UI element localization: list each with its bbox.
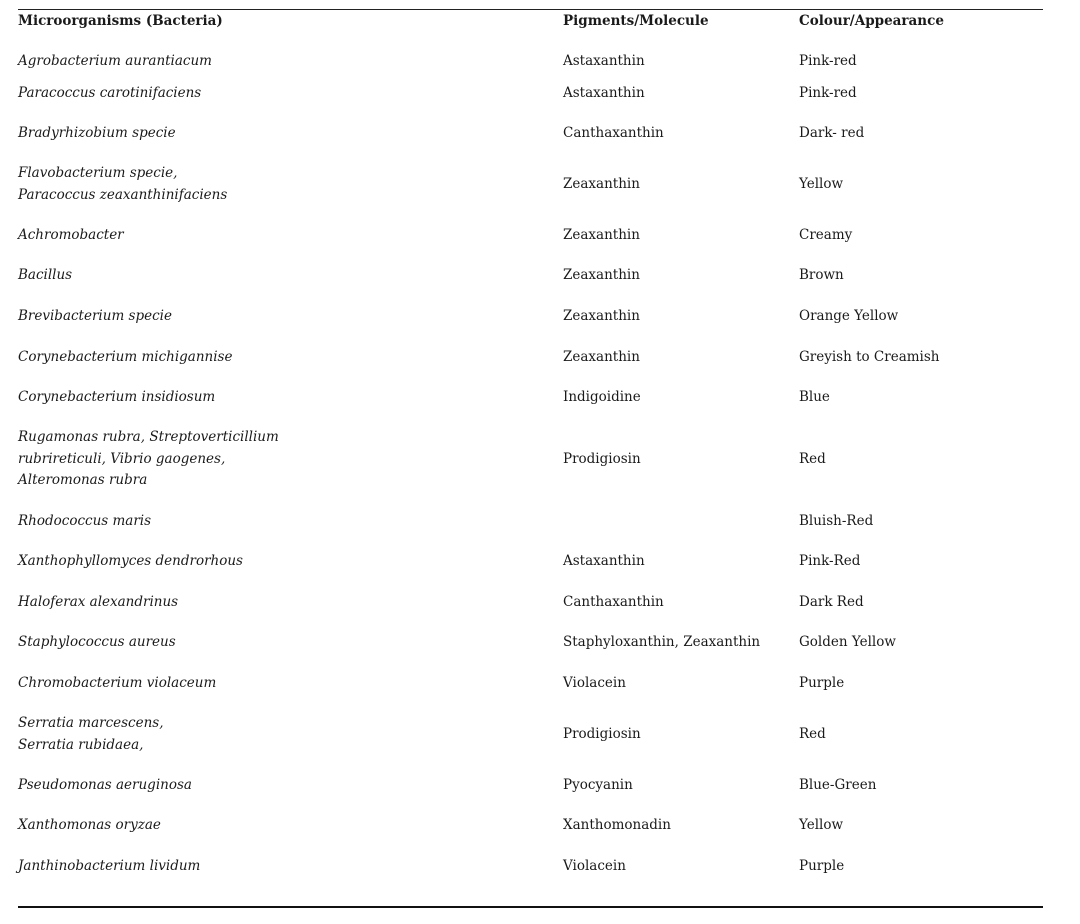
organism-name-line: Achromobacter [18, 226, 124, 243]
organism-name-line: Serratia marcescens, [18, 715, 164, 732]
organism-cell [18, 50, 563, 73]
colour-cell: Yellow [799, 175, 844, 192]
organism-cell [18, 582, 563, 623]
organism-name-line: Pseudomonas aeruginosa [18, 776, 192, 793]
organism-cell [18, 378, 563, 419]
pigment-cell: Zeaxanthin [563, 175, 640, 192]
table-header-row [18, 10, 1043, 50]
organism-cell [18, 154, 563, 215]
colour-cell: Bluish-Red [799, 512, 874, 529]
colour-cell: Creamy [799, 226, 853, 243]
organism-name-line: Brevibacterium specie [18, 307, 172, 324]
table-row [18, 623, 1043, 664]
table-row [18, 806, 1043, 847]
organism-name-line: Xanthophyllomyces dendrorhous [18, 553, 243, 570]
table-row [18, 256, 1043, 297]
pigment-cell: Violacein [563, 857, 626, 874]
organism-name-line: Xanthomonas oryzae [18, 817, 161, 834]
pigment-cell [563, 501, 799, 542]
colour-cell: Purple [799, 675, 845, 692]
organism-name-line: Rhodococcus maris [18, 512, 152, 529]
colour-cell: Blue [799, 389, 830, 406]
organism-cell [18, 114, 563, 155]
organism-name-line: Paracoccus carotinifaciens [18, 84, 202, 101]
colour-cell: Yellow [799, 817, 844, 834]
table-row [18, 501, 1043, 542]
colour-cell: Pink-red [799, 84, 857, 101]
pigment-cell: Xanthomonadin [563, 817, 671, 834]
pigment-cell: Astaxanthin [563, 84, 645, 101]
table-row [18, 418, 1043, 501]
table-row [18, 337, 1043, 378]
organism-cell [18, 337, 563, 378]
pigment-cell: Pyocyanin [563, 776, 633, 793]
organism-name-line: Bradyrhizobium specie [18, 125, 176, 142]
pigment-cell: Prodigiosin [563, 725, 641, 742]
organism-name-line: Serratia rubidaea, [18, 736, 144, 753]
organism-name-line: Bacillus [18, 267, 73, 284]
colour-cell: Orange Yellow [799, 307, 899, 324]
pigment-cell: Canthaxanthin [563, 593, 664, 610]
organism-cell [18, 215, 563, 256]
pigment-cell: Canthaxanthin [563, 125, 664, 142]
organism-cell [18, 256, 563, 297]
pigment-cell: Zeaxanthin [563, 307, 640, 324]
pigment-cell: Indigoidine [563, 389, 641, 406]
pigment-cell: Astaxanthin [563, 53, 645, 69]
table-row [18, 846, 1043, 887]
organism-name-line: Corynebacterium insidiosum [18, 389, 216, 406]
colour-cell: Dark- red [799, 125, 865, 142]
organism-cell [18, 542, 563, 583]
organism-name-line: Chromobacterium violaceum [18, 675, 217, 692]
table-row [18, 114, 1043, 155]
organism-cell [18, 765, 563, 806]
colour-cell: Red [799, 450, 826, 467]
organism-cell [18, 73, 563, 114]
colour-cell: Blue-Green [799, 776, 877, 793]
header-pigments: Pigments/Molecule [563, 13, 709, 29]
pigment-cell: Zeaxanthin [563, 348, 640, 365]
table-row [18, 296, 1043, 337]
colour-cell: Golden Yellow [799, 634, 896, 651]
table-row [18, 704, 1043, 765]
organism-cell [18, 806, 563, 847]
organism-cell [18, 623, 563, 664]
colour-cell: Red [799, 725, 826, 742]
pigment-cell: Zeaxanthin [563, 267, 640, 284]
pigment-table [18, 10, 1043, 887]
organism-cell [18, 501, 563, 542]
organism-name-line: Corynebacterium michigannise [18, 348, 233, 365]
table-bottom-rule [18, 906, 1043, 908]
header-colour: Colour/Appearance [799, 13, 944, 29]
organism-name-line: Rugamonas rubra, Streptoverticillium [18, 429, 279, 446]
table-row [18, 73, 1043, 114]
organism-cell [18, 418, 563, 501]
table-row [18, 215, 1043, 256]
pigment-cell: Violacein [563, 675, 626, 692]
table-row [18, 378, 1043, 419]
header-organisms: Microorganisms (Bacteria) [18, 13, 223, 29]
table-row [18, 664, 1043, 705]
colour-cell: Pink-red [799, 53, 857, 69]
pigment-cell: Staphyloxanthin, Zeaxanthin [563, 634, 761, 651]
organism-name-line: rubrireticuli, Vibrio gaogenes, [18, 450, 226, 467]
pigment-table-container [18, 9, 1043, 887]
colour-cell: Purple [799, 857, 845, 874]
organism-name-line: Haloferax alexandrinus [18, 593, 179, 610]
organism-name-line: Janthinobacterium lividum [18, 857, 201, 874]
organism-cell [18, 664, 563, 705]
pigment-cell: Zeaxanthin [563, 226, 640, 243]
organism-cell [18, 704, 563, 765]
organism-name-line: Agrobacterium aurantiacum [18, 53, 212, 69]
table-row [18, 50, 1043, 73]
pigment-cell: Prodigiosin [563, 450, 641, 467]
colour-cell: Dark Red [799, 593, 864, 610]
table-row [18, 765, 1043, 806]
colour-cell: Pink-Red [799, 553, 861, 570]
table-row [18, 542, 1043, 583]
colour-cell: Brown [799, 267, 844, 284]
organism-name-line: Alteromonas rubra [18, 472, 148, 489]
organism-name-line: Paracoccus zeaxanthinifaciens [18, 186, 228, 203]
table-row [18, 582, 1043, 623]
colour-cell: Greyish to Creamish [799, 348, 940, 365]
organism-cell [18, 846, 563, 887]
pigment-cell: Astaxanthin [563, 553, 645, 570]
table-body [18, 50, 1043, 887]
organism-name-line: Staphylococcus aureus [18, 634, 176, 651]
table-row [18, 154, 1043, 215]
organism-cell [18, 296, 563, 337]
organism-name-line: Flavobacterium specie, [18, 165, 178, 182]
